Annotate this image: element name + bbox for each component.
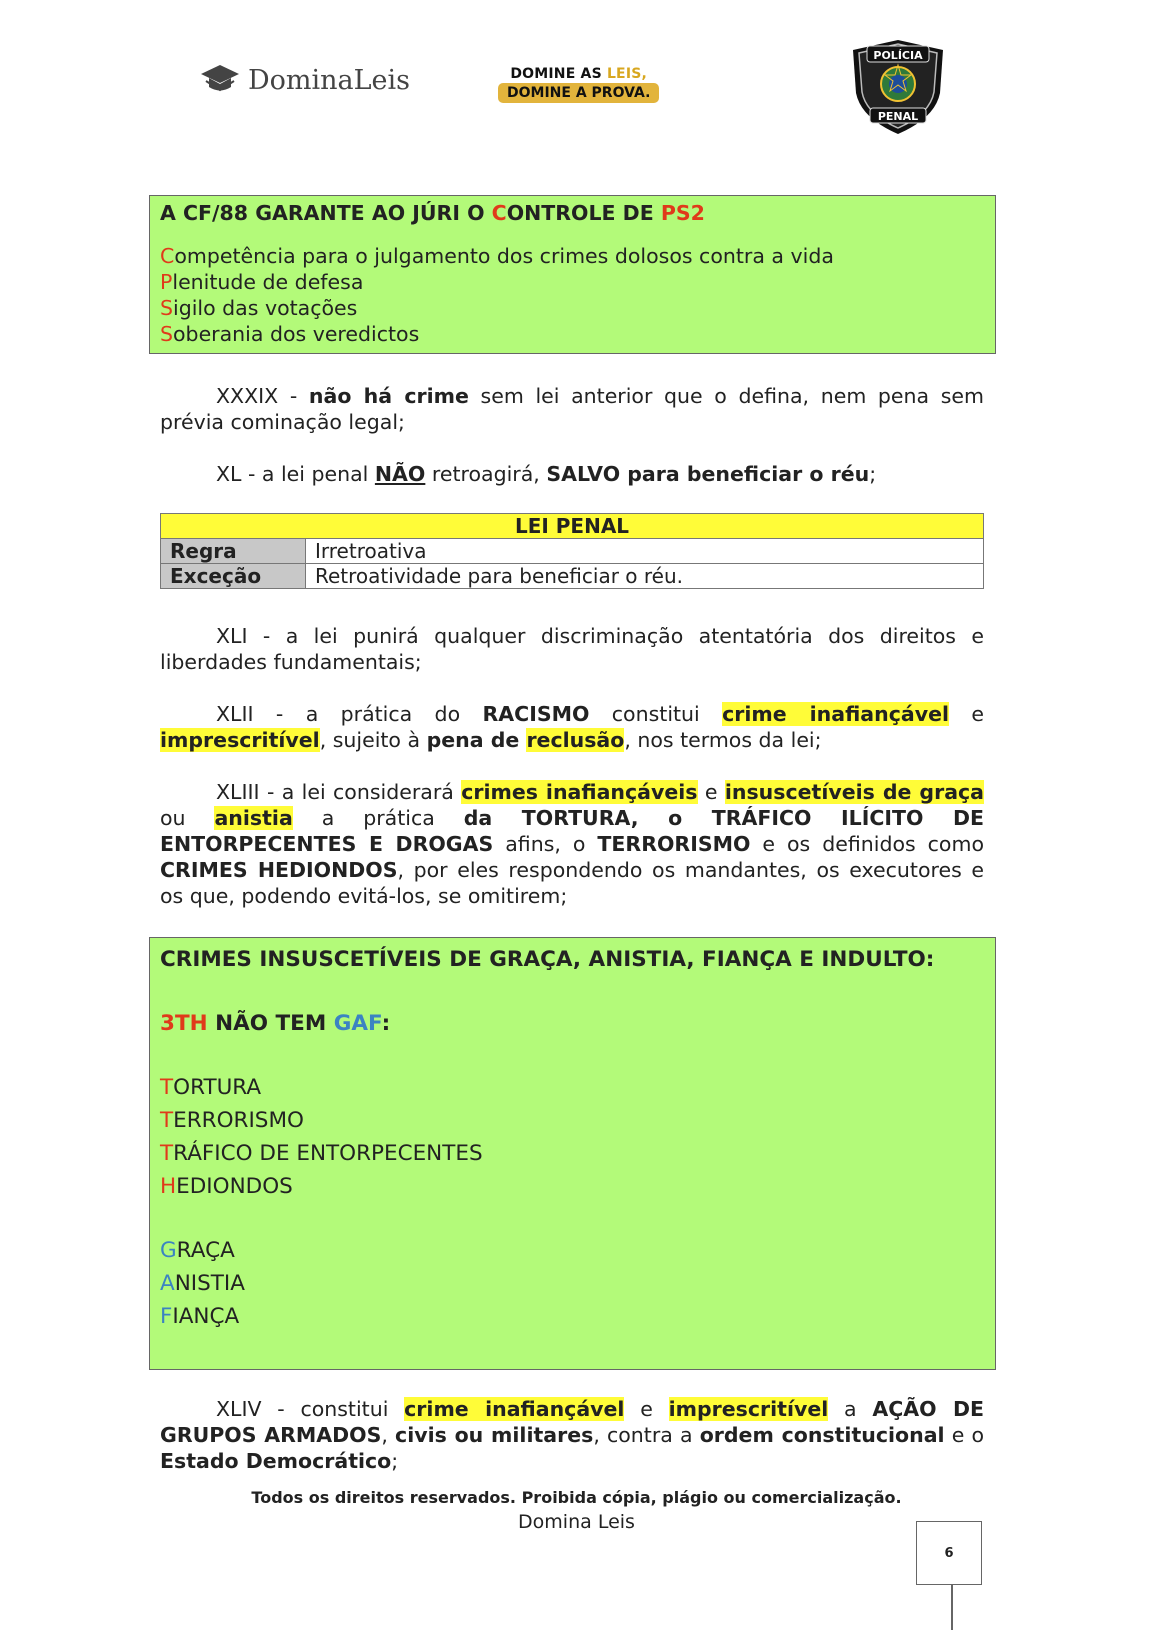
- list-item: TRÁFICO DE ENTORPECENTES: [160, 1141, 483, 1166]
- badge-icon: [845, 38, 951, 136]
- paragraph-xlii: XLII - a prática do RACISMO constitui crime inafiançável e imprescritível, sujeito à pena de reclusão, nos termos da lei;: [160, 702, 984, 752]
- box-3th-subtitle: 3TH NÃO TEM GAF:: [160, 1011, 391, 1036]
- table-cell-key: Regra: [161, 539, 306, 564]
- box-ps2-title: A CF/88 GARANTE AO JÚRI O CONTROLE DE PS2: [160, 201, 705, 225]
- page-number: 6: [916, 1521, 982, 1585]
- table-cell-value: Irretroativa: [306, 539, 984, 564]
- logo-name: DominaLeis: [248, 64, 411, 96]
- paragraph-xxxix: XXXIX - não há crime sem lei anterior que o defina, nem pena sem prévia cominação legal;: [160, 384, 985, 434]
- page-number-divider: [951, 1585, 953, 1630]
- table-cell-key: Exceção: [161, 564, 306, 589]
- paragraph-xl: XL - a lei penal NÃO retroagirá, SALVO para beneficiar o réu;: [216, 462, 877, 486]
- paragraph-xliv: XLIV - constitui crime inafiançável e imprescritível a AÇÃO DE GRUPOS ARMADOS, civis ou militares, contra a ordem constitucional e o Estado Democrático;: [160, 1397, 985, 1473]
- lei-penal-table: [160, 513, 984, 589]
- paragraph-xli: XLI - a lei punirá qualquer discriminação atentatória dos direitos e liberdades fundamentais;: [160, 624, 984, 674]
- list-item: Plenitude de defesa: [160, 270, 364, 294]
- svg-text:POLÍCIA: POLÍCIA: [873, 49, 923, 62]
- list-item: Soberania dos veredictos: [160, 322, 420, 346]
- list-item: ANISTIA: [160, 1271, 245, 1296]
- list-item: HEDIONDOS: [160, 1174, 293, 1199]
- logo-slogan-line1: DOMINE AS LEIS,: [510, 66, 648, 82]
- dominaleis-logo: [200, 62, 410, 98]
- box-ps2: [149, 195, 996, 354]
- table-row: [161, 539, 984, 564]
- list-item: TORTURA: [160, 1075, 262, 1100]
- logo-slogan-line2: DOMINE A PROVA.: [498, 83, 659, 103]
- list-item: GRAÇA: [160, 1238, 235, 1263]
- table-cell-value: Retroatividade para beneficiar o réu.: [306, 564, 984, 589]
- policia-penal-badge: [845, 38, 951, 136]
- footer-brand: Domina Leis: [518, 1511, 635, 1533]
- graduation-cap-icon: [200, 62, 240, 98]
- footer-rights: Todos os direitos reservados. Proibida cópia, plágio ou comercialização.: [251, 1488, 902, 1507]
- table-row: [161, 564, 984, 589]
- paragraph-xliii: XLIII - a lei considerará crimes inafiançáveis e insuscetíveis de graça ou anistia a prática da TORTURA, o TRÁFICO ILÍCITO DE ENTORPECENTES E DROGAS afins, o TERRORISMO e os definidos como CRIMES HEDIONDOS, por eles respondendo os mandantes, os executores e os que, podendo evitá-los, se omitirem;: [160, 780, 985, 908]
- list-item: Competência para o julgamento dos crimes dolosos contra a vida: [160, 244, 834, 268]
- list-item: FIANÇA: [160, 1304, 240, 1329]
- svg-text:PENAL: PENAL: [877, 110, 919, 123]
- list-item: TERRORISMO: [160, 1108, 304, 1133]
- box-3th-title: CRIMES INSUSCETÍVEIS DE GRAÇA, ANISTIA, FIANÇA E INDULTO:: [160, 947, 935, 972]
- list-item: Sigilo das votações: [160, 296, 358, 320]
- table-header: LEI PENAL: [161, 514, 984, 539]
- domine-as-leis-logo: [498, 66, 659, 103]
- box-3th: [149, 937, 996, 1370]
